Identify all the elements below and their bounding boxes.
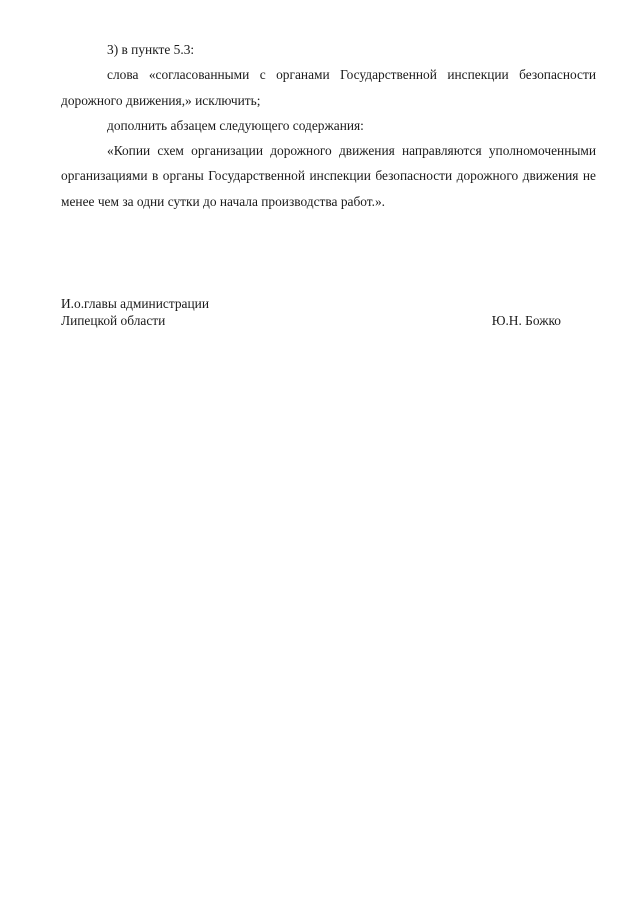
paragraph-words-excluded: слова «согласованными с органами Государственной инспекции безопасности дорожного движения,» исключить; <box>61 67 596 108</box>
paragraph-add-clause: дополнить абзацем следующего содержания: <box>107 117 364 133</box>
signature-line-1 <box>61 295 561 312</box>
signature-line-2 <box>61 312 561 329</box>
signature-block <box>61 295 561 329</box>
document-body <box>61 37 596 214</box>
paragraph-item-3: 3) в пункте 5.3: <box>107 42 195 57</box>
signatory-position-line-1: И.о.главы администрации <box>61 296 209 311</box>
paragraph-quoted-clause: «Копии схем организации дорожного движения направляются уполномоченными организациями в органы Государственной инспекции безопасности дорожного движения не менее чем за одни сутки до начала производства работ.». <box>61 143 596 209</box>
signatory-position-line-2: Липецкой области <box>61 313 166 328</box>
signatory-name: Ю.Н. Божко <box>491 313 561 328</box>
